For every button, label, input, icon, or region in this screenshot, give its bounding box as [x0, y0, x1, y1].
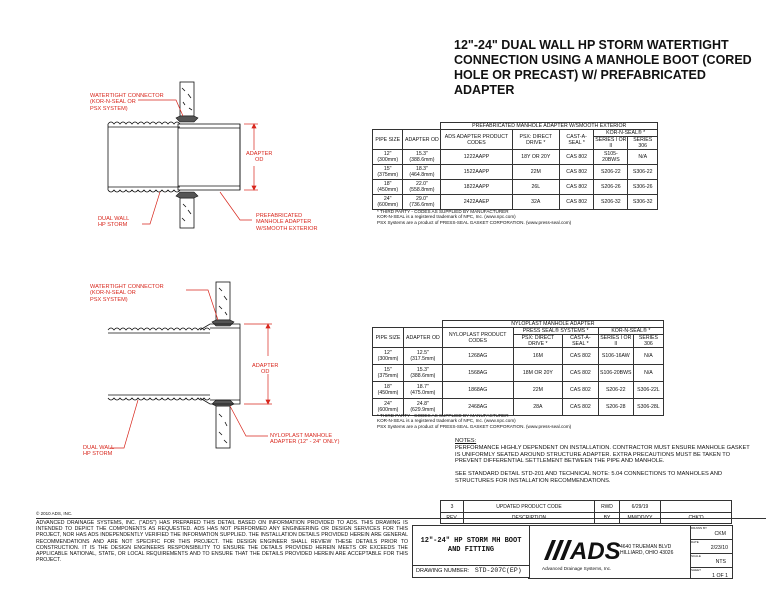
table-2 [372, 320, 664, 416]
table-cell: S306-22 [628, 165, 658, 180]
table-cell: N/A [633, 348, 663, 365]
table-1-header: PSX: DIRECT DRIVE * [512, 130, 559, 150]
scale-label: SCALE [691, 554, 701, 558]
revision-table [440, 500, 732, 524]
connector-top [176, 116, 198, 122]
table-1-title: PREFABRICATED MANHOLE ADAPTER W/SMOOTH EXTERIOR [441, 123, 658, 130]
divider [36, 518, 766, 519]
callout-watertight-connector-1: WATERTIGHT CONNECTOR (KOR-N-SEAL OR PSX SYSTEM) [90, 93, 164, 112]
disclaimer: ADVANCED DRAINAGE SYSTEMS, INC. ("ADS") HAS PREPARED THIS DETAIL BASED ON INFORMATION PROVIDED TO ADS. THIS DRAWING IS INTENDED TO DEPICT THE COMPONENTS AS REQUESTED. ADS HAS NOT PERFORMED ANY ENGINEERING OR DESIGN SERVICES FOR THIS PROJECT, NOR HAS ADS INDEPENDENTLY VERIFIED THE INFORMATION SUPPLIED. THE INSTALLATION DETAILS PROVIDED HEREIN ARE GENERAL RECOMMENDATIONS AND ARE NOT SPECIFIC FOR THIS PROJECT. THE DESIGN ENGINEER SHALL REVIEW THESE DETAILS PRIOR TO CONSTRUCTION. IT IS THE DESIGN ENGINEERS RESPONSIBILITY TO ENSURE THE DETAILS PROVIDED HEREIN MEETS OR EXCEEDS THE APPLICABLE NATIONAL, STATE, OR LOCAL REQUIREMENTS AND TO ENSURE THAT THE DETAILS PROVIDED HEREIN ARE ACCEPTABLE FOR THIS PROJECT. [36, 520, 408, 564]
table-cell: 1522AAPP [441, 165, 512, 180]
table-cell: 18.3" (464.8mm) [403, 165, 441, 180]
rev-header: DESCRIPTION [464, 513, 595, 524]
table-1-footnotes: * THIRD PARTY - CODES AS SUPPLIED BY MANUFACTURER KOR-N-SEAL is a registered trademark of NPC, Inc. (www.npc.com) PSX Systems are a product of PRESS-SEAL GASKET CORPORATION. (www.press-seal.com) [377, 209, 572, 225]
date: 2/23/10 [710, 545, 728, 551]
nyloplast-adapter [200, 324, 240, 404]
table-cell: 2468AG [442, 399, 513, 416]
rev-date: 6/29/19 [620, 501, 661, 513]
table-cell: CAS 802 [559, 195, 593, 210]
drawing-number: STD-207C(EP) [474, 567, 522, 574]
rev-description: UPDATED PRODUCT CODE [464, 501, 595, 513]
table-cell: 15.3" (388.6mm) [403, 150, 441, 165]
table-cell: S106-16AW [598, 348, 633, 365]
table-cell: 22M [512, 165, 559, 180]
table-1-header: PIPE SIZE [373, 130, 403, 150]
table-cell: 2422AAEP [441, 195, 512, 210]
connector-top [212, 320, 234, 326]
copyright: © 2010 ADS, INC. [36, 511, 73, 516]
table-cell: S306-26 [628, 180, 658, 195]
table-2-header: NYLOPLAST PRODUCT CODES [442, 328, 513, 348]
table-cell: S105-20BWS [594, 150, 628, 165]
table-cell: 15.3" (388.6mm) [403, 365, 442, 382]
sheet-label: SHEET [691, 568, 702, 572]
table-cell: 1868AG [442, 382, 513, 399]
table-cell: N/A [628, 150, 658, 165]
table-cell: 24.8" (629.9mm) [403, 399, 442, 416]
table-row [373, 180, 658, 195]
table-1-header: ADS ADAPTER PRODUCT CODES [441, 130, 512, 150]
table-cell: 32A [512, 195, 559, 210]
table-row [373, 150, 658, 165]
leader-pipe-1 [142, 192, 160, 224]
table-1-header: KOR-N-SEAL® * [594, 130, 658, 137]
table-2-footnotes: * THIRD PARTY - CODES AS SUPPLIED BY MANUFACTURER KOR-N-SEAL is a registered trademark of NPC, Inc. (www.npc.com) PSX Systems are a product of PRESS-SEAL GASKET CORPORATION. (www.press-seal.com) [377, 413, 572, 429]
manhole-wall-top [180, 82, 194, 116]
adapter-od-label-2: ADAPTER OD [252, 363, 279, 376]
leader-connector-2 [186, 290, 218, 320]
rev-header: MM/DD/YY [620, 513, 661, 524]
table-cell: 18" (450mm) [373, 180, 403, 195]
rev-by: RWD [595, 501, 620, 513]
table-cell: CAS 802 [563, 382, 599, 399]
titleblock-drawing-number-cell [412, 565, 530, 578]
adapter-od-label-1: ADAPTER OD [246, 151, 273, 164]
drawn-by-label: DRAWN BY [691, 526, 708, 530]
table-2-subheader: SERIES I OR II [598, 335, 633, 348]
date-label: DATE [691, 540, 699, 544]
drawn-by: CKM [714, 531, 726, 537]
leader-pipe-2 [110, 400, 138, 448]
table-cell: 1822AAPP [441, 180, 512, 195]
table-cell: 18" (450mm) [373, 382, 404, 399]
table-cell: S306-22L [633, 382, 663, 399]
manhole-wall-bottom [180, 198, 194, 228]
table-cell: CAS 802 [559, 165, 593, 180]
rev-header: REV. [441, 513, 464, 524]
table-2-subheader: CAST-A-SEAL * [563, 335, 599, 348]
note-1: PERFORMANCE HIGHLY DEPENDENT ON INSTALLATION. CONTRACTOR MUST ENSURE MANHOLE GASKET IS UNIFORMLY SEATED AROUND STRUCTURE ADAPTER. EXTRA PRECAUTIONS MUST BE TAKEN TO PREVENT DIFFERENTIAL SETTLEMENT BETWEEN THE PIPE AND MANHOLE. [455, 444, 750, 465]
notes-block [455, 438, 755, 485]
leader-adapter-1 [220, 192, 252, 220]
table-cell: S206-32 [594, 195, 628, 210]
table-cell: 22M [513, 382, 562, 399]
table-2-header: ADAPTER OD [403, 328, 442, 348]
note-2: SEE STANDARD DETAIL STD-201 AND TECHNICAL NOTE: 5.04 CONNECTIONS TO MANHOLES AND STRUCTURES FOR INSTALLATION RECOMMENDATIONS. [455, 471, 723, 484]
table-1-header: ADAPTER OD [403, 130, 441, 150]
rev-number: 3 [441, 501, 464, 513]
table-cell: 29.0" (736.6mm) [403, 195, 441, 210]
table-cell: S306-28L [633, 399, 663, 416]
dual-wall-pipe [108, 328, 210, 400]
drawing-title: 12"-24" DUAL WALL HP STORM WATERTIGHT CONNECTION USING A MANHOLE BOOT (CORED HOLE OR PRECAST) W/ PREFABRICATED ADAPTER [454, 38, 752, 97]
titleblock-info-cell [690, 525, 733, 579]
table-1-header: CAST-A-SEAL * [559, 130, 593, 150]
table-cell: 1568AG [442, 365, 513, 382]
rev-chkd [661, 501, 732, 513]
table-1-subheader: SERIES 306 [628, 137, 658, 150]
table-cell: S206-28 [598, 399, 633, 416]
table-cell: S206-22 [594, 165, 628, 180]
callout-dual-wall-pipe-2: DUAL WALL HP STORM [83, 445, 115, 458]
table-cell: S206-22 [598, 382, 633, 399]
table-row [373, 365, 664, 382]
leader-adapter-2 [230, 406, 268, 436]
table-2-subheader: PSX: DIRECT DRIVE * [513, 335, 562, 348]
ads-logo [540, 536, 621, 565]
table-cell: 18.7" (475.0mm) [403, 382, 442, 399]
company-name: Advanced Drainage Systems, Inc. [542, 566, 612, 571]
table-cell: 12" (300mm) [373, 150, 403, 165]
table-cell: CAS 802 [559, 150, 593, 165]
table-row [373, 382, 664, 399]
drawing-number-label: DRAWING NUMBER: [416, 568, 470, 574]
notes-heading: NOTES: [455, 438, 477, 444]
sheet: 1 OF 1 [712, 573, 728, 579]
table-1 [372, 122, 658, 210]
table-2-header: PRESS SEAL® SYSTEMS * [513, 328, 598, 335]
table-row [373, 195, 658, 210]
table-cell: 18M OR 20Y [513, 365, 562, 382]
table-cell: 16M [513, 348, 562, 365]
table-2-header: PIPE SIZE [373, 328, 404, 348]
table-cell: S306-32 [628, 195, 658, 210]
table-cell: 15" (375mm) [373, 165, 403, 180]
scale: NTS [715, 559, 726, 565]
titleblock-drawing-title: 12"-24" HP STORM MH BOOT AND FITTING [412, 525, 530, 566]
rev-header: CHK'D [661, 513, 732, 524]
table-2-subheader: SERIES 306 [633, 335, 663, 348]
table-row [373, 348, 664, 365]
table-cell: 12.5" (317.5mm) [403, 348, 442, 365]
connector-bottom [212, 400, 234, 406]
table-cell: 12" (300mm) [373, 348, 404, 365]
table-cell: 26L [512, 180, 559, 195]
table-cell: CAS 802 [559, 180, 593, 195]
table-2-header: KOR-N-SEAL® * [598, 328, 663, 335]
table-cell: 1268AG [442, 348, 513, 365]
table-cell: 24" (600mm) [373, 195, 403, 210]
detail-2-drawing [80, 278, 280, 463]
table-cell: 18Y OR 20Y [512, 150, 559, 165]
table-1-subheader: SERIES I OR II [595, 137, 627, 149]
table-cell: S206-26 [594, 180, 628, 195]
titleblock-logo-cell [528, 525, 691, 579]
table-row [373, 165, 658, 180]
table-cell: 22.0" (558.8mm) [403, 180, 441, 195]
table-cell: S106-20BWS [598, 365, 633, 382]
company-address: 4640 TRUEMAN BLVD HILLIARD, OHIO 43026 [620, 544, 674, 556]
prefab-adapter [178, 124, 240, 190]
table-cell: 28A [513, 399, 562, 416]
callout-prefab-adapter: PREFABRICATED MANHOLE ADAPTER W/SMOOTH EXTERIOR [256, 213, 318, 232]
logo-text: ADS [570, 538, 621, 565]
table-2-title: NYLOPLAST MANHOLE ADAPTER [442, 321, 663, 328]
table-cell: N/A [633, 365, 663, 382]
table-cell: CAS 802 [563, 348, 599, 365]
connector-bottom [176, 192, 198, 198]
callout-watertight-connector-2: WATERTIGHT CONNECTOR (KOR-N-SEAL OR PSX SYSTEM) [90, 284, 164, 303]
manhole-wall-bottom [216, 406, 230, 448]
table-cell: 24" (600mm) [373, 399, 404, 416]
table-cell: CAS 802 [563, 365, 599, 382]
rev-header: BY [595, 513, 620, 524]
callout-dual-wall-pipe-1: DUAL WALL HP STORM [98, 216, 130, 229]
dual-wall-pipe [108, 122, 180, 192]
table-cell: 15" (375mm) [373, 365, 404, 382]
manhole-wall-top [216, 282, 230, 320]
table-cell: 1222AAPP [441, 150, 512, 165]
table-cell: CAS 802 [563, 399, 599, 416]
callout-nyloplast-adapter: NYLOPLAST MANHOLE ADAPTER (12" - 24" ONLY) [270, 433, 340, 446]
